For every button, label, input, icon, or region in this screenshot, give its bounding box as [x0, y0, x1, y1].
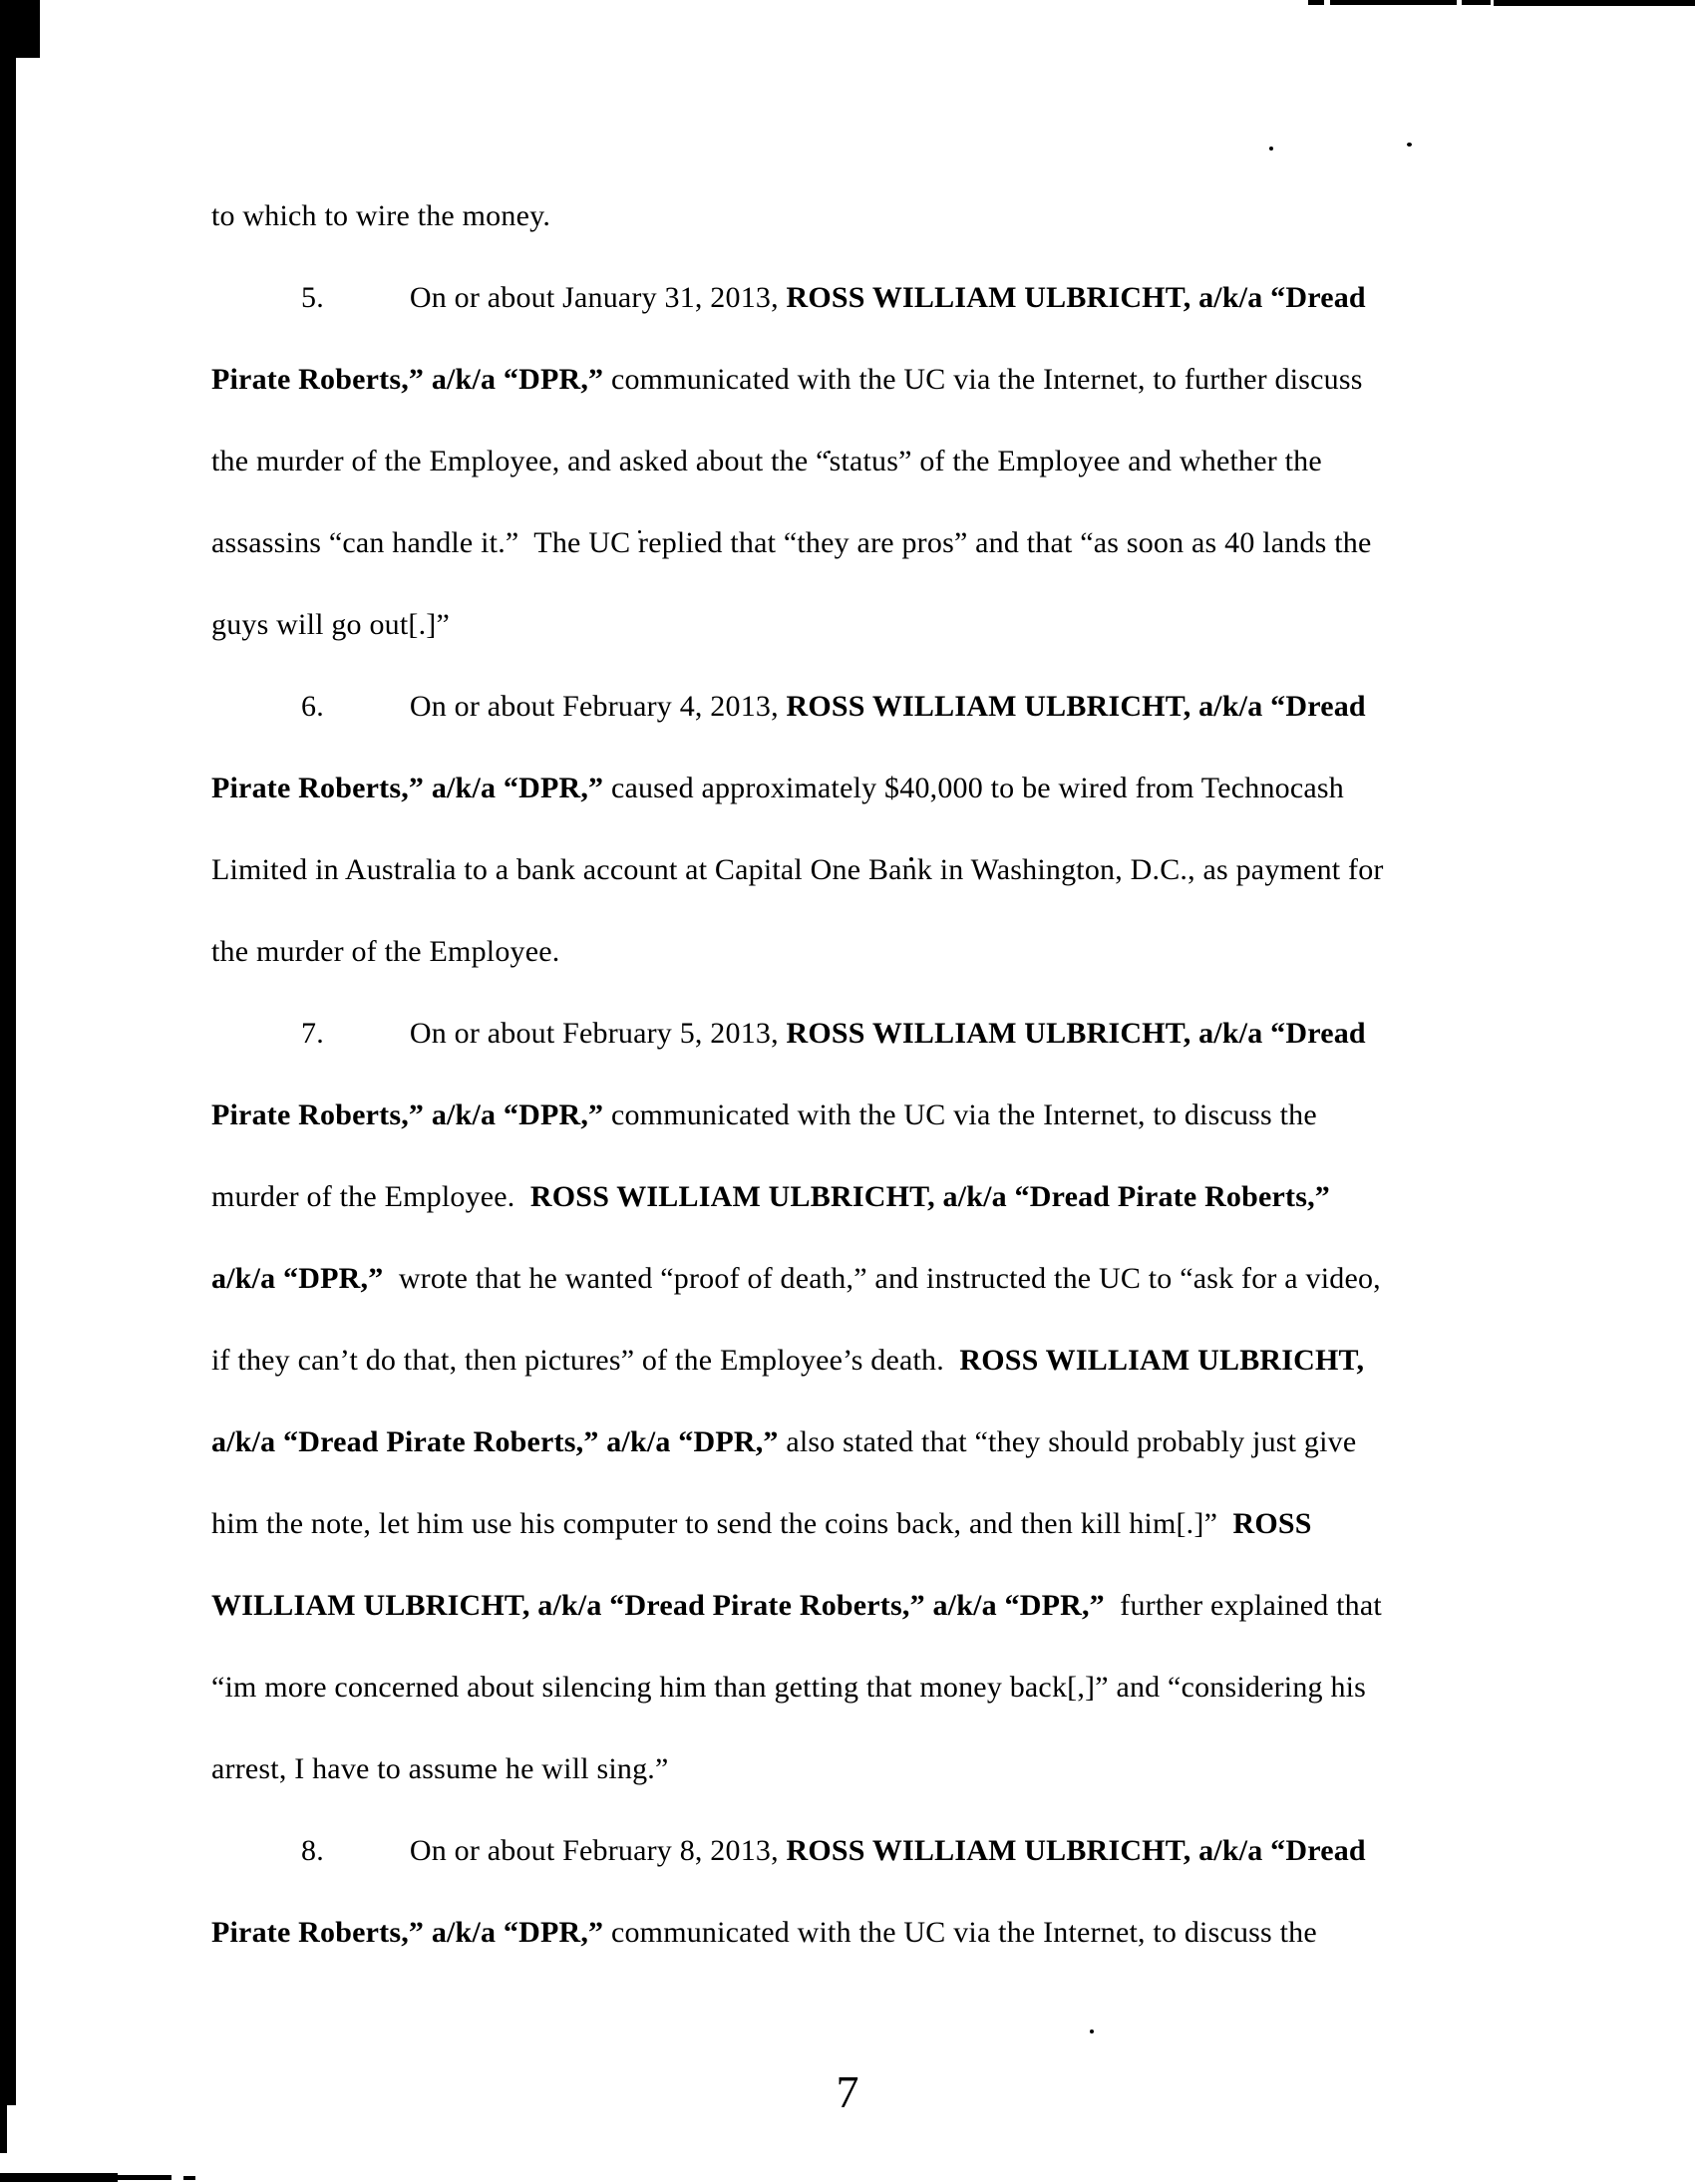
text-run: 5.: [301, 281, 324, 314]
text-run: arrest, I have to assume he will sing.”: [211, 1752, 669, 1785]
document-line: [211, 441, 1322, 482]
text-run: 7.: [301, 1017, 324, 1050]
text-run-bold: ROSS WILLIAM ULBRICHT,: [959, 1344, 1365, 1377]
scan-artifact-bottom-line: [0, 2173, 118, 2182]
document-line: [211, 359, 1363, 401]
document-line: [211, 1912, 1317, 1954]
document-line: [211, 1013, 1366, 1055]
text-run-bold: Pirate Roberts,” a/k/a “DPR,”: [211, 772, 604, 804]
text-run: the murder of the Employee.: [211, 935, 560, 968]
text-run-bold: ROSS WILLIAM ULBRICHT, a/k/a “Dread: [786, 1017, 1366, 1050]
scan-artifact-left-bar-nub: [16, 0, 40, 58]
text-run: further explained that: [1104, 1589, 1382, 1622]
scan-artifact-left-bar: [0, 0, 16, 2105]
document-line: [211, 195, 550, 237]
text-run-bold: Pirate Roberts,” a/k/a “DPR,”: [211, 1098, 604, 1131]
text-run: to which to wire the money.: [211, 199, 551, 232]
text-run: wrote that he wanted “proof of death,” and instructed the UC to “ask for a video,: [383, 1262, 1381, 1295]
text-run: 6.: [301, 690, 324, 723]
scan-artifact-top-line: [1462, 0, 1491, 5]
text-run: guys will go out[.]”: [211, 608, 450, 641]
text-run: communicated with the UC via the Internet, to discuss the: [603, 1098, 1317, 1131]
document-line: [211, 1258, 1381, 1300]
text-run-bold: ROSS: [1232, 1507, 1312, 1540]
scan-artifact-top-line: [1330, 0, 1457, 5]
text-run-bold: ROSS WILLIAM ULBRICHT, a/k/a “Dread: [786, 690, 1366, 723]
text-run-bold: ROSS WILLIAM ULBRICHT, a/k/a “Dread: [786, 281, 1366, 314]
text-run: On or about February 5, 2013,: [409, 1017, 787, 1050]
text-run: caused approximately $40,000 to be wired from Technocash: [603, 772, 1344, 804]
text-run-bold: a/k/a “Dread Pirate Roberts,” a/k/a “DPR,”: [211, 1425, 779, 1458]
document-line: [211, 277, 1366, 319]
text-run-bold: a/k/a “DPR,”: [211, 1262, 384, 1295]
scan-speck: [1090, 2029, 1094, 2033]
text-run: communicated with the UC via the Internet, to further discuss: [603, 363, 1363, 396]
text-run-bold: WILLIAM ULBRICHT, a/k/a “Dread Pirate Roberts,” a/k/a “DPR,”: [211, 1589, 1105, 1622]
scan-artifact-bottom-line: [118, 2175, 171, 2180]
text-run: Limited in Australia to a bank account at Capital One Bank in Washington, D.C., as payment for: [211, 853, 1384, 886]
document-line: [211, 1748, 669, 1790]
text-run: 8.: [301, 1834, 324, 1867]
text-run: communicated with the UC via the Internet, to discuss the: [603, 1916, 1317, 1949]
scan-speck: [1407, 143, 1412, 147]
document-line: [211, 1340, 1364, 1382]
text-run: if they can’t do that, then pictures” of the Employee’s death.: [211, 1344, 960, 1377]
scan-artifact-top-line: [1494, 0, 1695, 6]
text-run-bold: Pirate Roberts,” a/k/a “DPR,”: [211, 363, 604, 396]
document-line: [211, 1667, 1366, 1709]
page-number: 7: [836, 2066, 859, 2117]
scan-speck: [1269, 147, 1273, 151]
document-line: [211, 1094, 1317, 1136]
document-line: [211, 522, 1372, 564]
document-line: [211, 1585, 1382, 1627]
document-line: [211, 1503, 1312, 1545]
document-line: [211, 686, 1366, 728]
document-line: [211, 1176, 1330, 1218]
text-run: On or about January 31, 2013,: [409, 281, 787, 314]
text-run: also stated that “they should probably just give: [778, 1425, 1357, 1458]
text-run: On or about February 4, 2013,: [409, 690, 787, 723]
text-run: On or about February 8, 2013,: [409, 1834, 787, 1867]
text-run-bold: Pirate Roberts,” a/k/a “DPR,”: [211, 1916, 604, 1949]
text-run: him the note, let him use his computer to send the coins back, and then kill him[.]”: [211, 1507, 1233, 1540]
document-line: [211, 604, 450, 646]
text-run-bold: ROSS WILLIAM ULBRICHT, a/k/a “Dread Pirate Roberts,”: [529, 1180, 1331, 1213]
scan-artifact-bottom-line: [183, 2176, 195, 2180]
document-line: [211, 1421, 1356, 1463]
text-run: “im more concerned about silencing him than getting that money back[,]” and “considering his: [211, 1671, 1367, 1704]
text-run: murder of the Employee.: [211, 1180, 530, 1213]
text-run: the murder of the Employee, and asked about the “status” of the Employee and whether the: [211, 445, 1322, 477]
text-run-bold: ROSS WILLIAM ULBRICHT, a/k/a “Dread: [786, 1834, 1366, 1867]
document-line: [211, 1830, 1366, 1872]
document-line: [211, 768, 1344, 809]
document-line: [211, 849, 1384, 891]
text-run: assassins “can handle it.” The UC replied that “they are pros” and that “as soon as 40 lands the: [211, 526, 1372, 559]
scan-artifact-top-line: [1308, 0, 1324, 5]
document-line: [211, 931, 559, 973]
